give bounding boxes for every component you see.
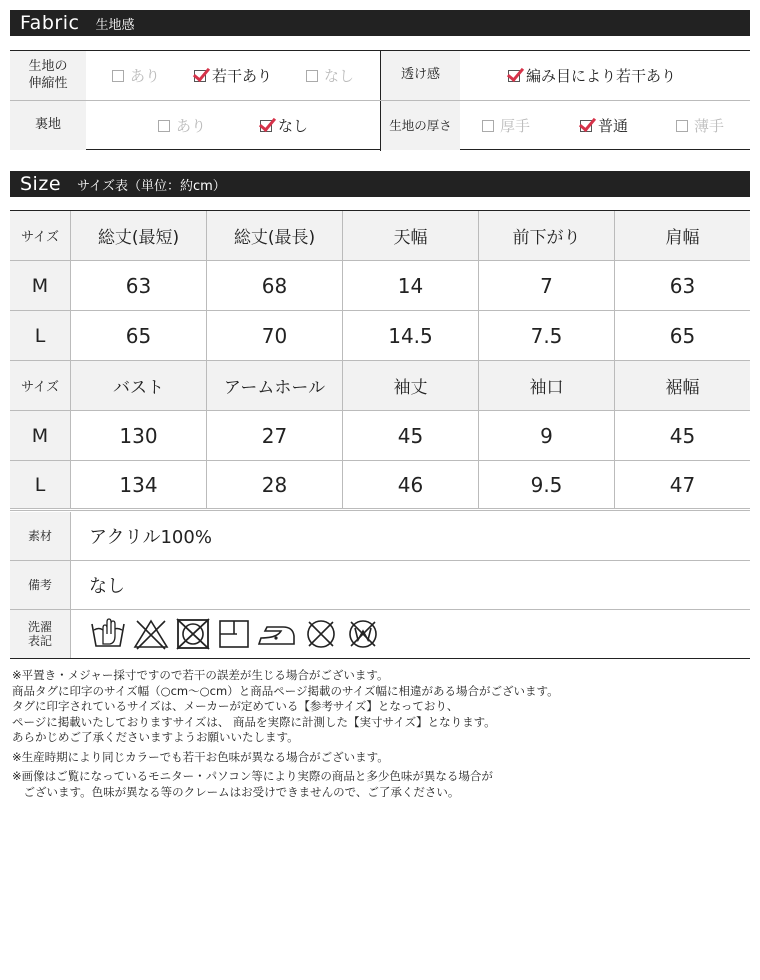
- table-cell-size: M: [10, 411, 70, 460]
- table-row: [10, 411, 750, 461]
- note-line: タグに印字されているサイズは、メーカーが定めている【参考サイズ】となっており、: [12, 699, 459, 713]
- no-dry-clean-icon: [303, 616, 339, 652]
- note-line: 商品タグに印字のサイズ幅（○cm〜○cm）と商品ページ掲載のサイズ幅に相違がある場合がございます。: [12, 683, 559, 698]
- stretch-label: [10, 51, 86, 100]
- option-text: 編み目により若干あり: [526, 67, 677, 85]
- table-cell-size: M: [10, 261, 70, 310]
- note-line: ※平置き・メジャー採寸ですので若干の誤差が生じる場合がございます。: [12, 668, 389, 682]
- note-line: ※画像はご覧になっているモニター・パソコン等により実際の商品と多少色味が異なる場合が: [12, 769, 493, 783]
- table-cell: 28: [206, 461, 342, 508]
- table-cell: 65: [614, 311, 750, 360]
- table-cell: 63: [70, 261, 206, 310]
- line-dry-icon: [217, 616, 251, 652]
- checkbox-icon: [306, 70, 318, 82]
- fabric-section-header: [10, 10, 750, 36]
- thickness-option-usude: [676, 101, 724, 150]
- table-cell: 46: [342, 461, 478, 508]
- thickness-option-futsuu: [580, 101, 628, 150]
- care-label: [10, 610, 70, 658]
- table-row: [10, 261, 750, 311]
- table-header-cell: サイズ: [10, 361, 70, 410]
- table-cell: 14.5: [342, 311, 478, 360]
- table-cell: 68: [206, 261, 342, 310]
- product-info-table: [10, 512, 750, 659]
- size-section-header: [10, 171, 750, 197]
- checkbox-icon: [676, 120, 688, 132]
- care-icons: [70, 610, 750, 658]
- no-wet-clean-icon: [345, 616, 381, 652]
- iron-low-icon: [257, 616, 297, 652]
- table-header-cell: 袖口: [478, 361, 614, 410]
- size-header-row-2: [10, 361, 750, 411]
- table-header-cell: 天幅: [342, 211, 478, 260]
- fabric-title: Fabric: [20, 12, 80, 34]
- care-label-text: 洗濯 表記: [27, 619, 52, 648]
- table-header-cell: 前下がり: [478, 211, 614, 260]
- table-cell: 70: [206, 311, 342, 360]
- checkmark-icon: [580, 120, 592, 132]
- note-line: ページに掲載いたしておりますサイズは、 商品を実際に計測した【実寸サイズ】となります。: [12, 714, 496, 729]
- checkmark-icon: [194, 70, 206, 82]
- table-header-cell: 肩幅: [614, 211, 750, 260]
- fabric-table: [10, 50, 750, 150]
- remarks-label: 備考: [10, 561, 70, 609]
- table-cell: 9.5: [478, 461, 614, 508]
- size-header-row-1: [10, 211, 750, 261]
- size-subtitle: サイズ表（単位：約cm）: [77, 178, 226, 194]
- table-header-cell: 総丈(最短): [70, 211, 206, 260]
- checkmark-icon: [508, 70, 520, 82]
- table-cell: 134: [70, 461, 206, 508]
- table-header-cell: アームホール: [206, 361, 342, 410]
- table-cell-size: L: [10, 461, 70, 508]
- stretch-label-text: 生地の 伸縮性: [28, 59, 68, 91]
- table-cell: 7.5: [478, 311, 614, 360]
- thickness-label-text: 生地の厚さ: [389, 117, 452, 133]
- table-cell: 7: [478, 261, 614, 310]
- table-cell: 14: [342, 261, 478, 310]
- option-text: 薄手: [694, 117, 725, 135]
- lining-option-ari: [158, 101, 206, 150]
- table-header-cell: 総丈(最長): [206, 211, 342, 260]
- table-cell: 45: [614, 411, 750, 460]
- size-title: Size: [20, 173, 62, 195]
- no-bleach-icon: [133, 616, 169, 652]
- care-row: [10, 610, 750, 658]
- material-label: 素材: [10, 512, 70, 560]
- table-cell: 45: [342, 411, 478, 460]
- table-cell: 130: [70, 411, 206, 460]
- table-cell: 9: [478, 411, 614, 460]
- table-header-cell: 袖丈: [342, 361, 478, 410]
- transparency-option: [508, 51, 676, 100]
- checkbox-icon: [112, 70, 124, 82]
- lining-label: [10, 101, 86, 150]
- material-row: [10, 512, 750, 561]
- table-header-cell: サイズ: [10, 211, 70, 260]
- stretch-option-jakkan: [194, 51, 272, 100]
- note-line: ございます。色味が異なる等のクレームはお受けできませんので、ご了承ください。: [12, 784, 460, 799]
- size-table: [10, 210, 750, 511]
- thickness-label: [381, 101, 460, 150]
- remarks-row: [10, 561, 750, 610]
- table-cell-size: L: [10, 311, 70, 360]
- transparency-label: [381, 51, 460, 100]
- fabric-subtitle: 生地感: [95, 17, 135, 33]
- notes: [12, 668, 752, 800]
- note-line: あらかじめご了承くださいますようお願いいたします。: [12, 730, 299, 744]
- table-cell: 47: [614, 461, 750, 508]
- fabric-row-1: [10, 51, 750, 101]
- hand-wash-icon: [89, 616, 127, 652]
- table-header-cell: バスト: [70, 361, 206, 410]
- transparency-label-text: 透け感: [400, 67, 440, 83]
- material-value: アクリル100%: [70, 512, 750, 560]
- option-text: あり: [176, 117, 207, 135]
- checkmark-icon: [260, 120, 272, 132]
- checkbox-icon: [482, 120, 494, 132]
- option-text: あり: [130, 67, 161, 85]
- table-row: [10, 461, 750, 511]
- option-text: 厚手: [500, 117, 531, 135]
- option-text: 若干あり: [212, 67, 273, 85]
- table-cell: 63: [614, 261, 750, 310]
- lining-label-text: 裏地: [34, 117, 61, 133]
- note-line: ※生産時期により同じカラーでも若干お色味が異なる場合がございます。: [12, 749, 389, 764]
- remarks-value: なし: [70, 561, 750, 609]
- fabric-row-2: [10, 101, 750, 150]
- option-text: なし: [324, 67, 355, 85]
- option-text: なし: [278, 117, 309, 135]
- thickness-option-atsude: [482, 101, 530, 150]
- table-cell: 65: [70, 311, 206, 360]
- table-cell: 27: [206, 411, 342, 460]
- table-header-cell: 裾幅: [614, 361, 750, 410]
- checkbox-icon: [158, 120, 170, 132]
- stretch-option-ari: [112, 51, 160, 100]
- stretch-option-nashi: [306, 51, 354, 100]
- lining-option-nashi: [260, 101, 308, 150]
- table-row: [10, 311, 750, 361]
- option-text: 普通: [598, 117, 629, 135]
- no-tumble-dry-icon: [175, 616, 211, 652]
